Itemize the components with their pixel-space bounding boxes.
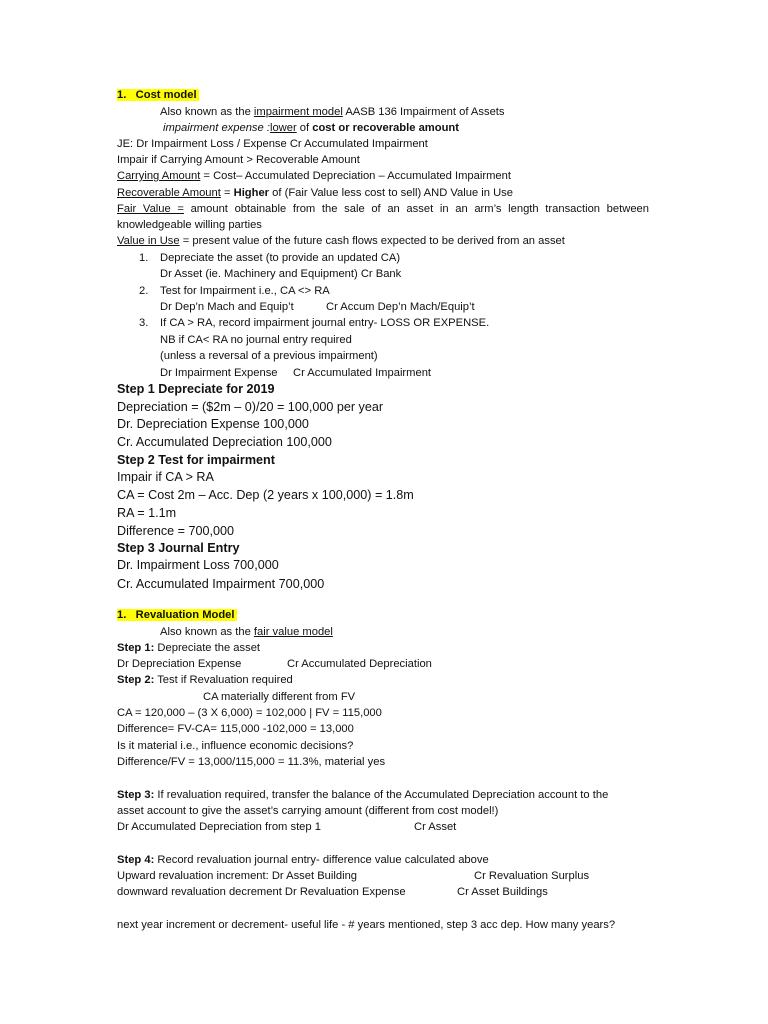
fair-value-def-cont: knowledgeable willing parties <box>117 219 262 231</box>
step-sub: (unless a reversal of a previous impairment) <box>160 350 378 362</box>
step-sub: Cr Accumulated Impairment <box>293 367 432 379</box>
step-sub: Dr Dep’n Mach and Equip’t <box>160 301 294 313</box>
example-line: RA = 1.1m <box>117 506 177 520</box>
example-line: Cr. Accumulated Depreciation 100,000 <box>117 435 332 449</box>
text: lower <box>269 122 297 134</box>
step-sub: Dr Impairment Expense <box>160 367 278 379</box>
text: Higher <box>233 187 270 199</box>
step-number: 3. <box>139 317 149 329</box>
value-in-use-def <box>117 234 565 248</box>
reval-step1-cr: Cr Accumulated Depreciation <box>287 658 432 670</box>
term: Value in Use <box>117 235 180 247</box>
step-text: Depreciate the asset (to provide an updated CA) <box>160 252 401 264</box>
carrying-amount-def <box>117 169 511 183</box>
cost-aka-line <box>160 105 505 119</box>
step-label: Step 4: <box>117 854 155 866</box>
example-line: Dr. Impairment Loss 700,000 <box>117 558 279 572</box>
example-step3-heading: Step 3 Journal Entry <box>117 541 240 555</box>
reval-step3-dr: Dr Accumulated Depreciation from step 1 <box>117 821 321 833</box>
step-text: Record revaluation journal entry- difference value calculated above <box>154 854 489 866</box>
heading-number: 1. <box>117 609 127 621</box>
reval-step4-down-cr: Cr Asset Buildings <box>457 886 548 898</box>
recoverable-amount-def <box>117 186 513 200</box>
step-sub: Dr Asset (ie. Machinery and Equipment) Cr Bank <box>160 268 402 280</box>
definition: = present value of the future cash flows expected to be derived from an asset <box>179 235 565 247</box>
impairment-model-term: impairment model <box>253 106 343 118</box>
next-year-note: next year increment or decrement- useful life - # years mentioned, step 3 acc dep. How many years? <box>117 919 616 931</box>
reval-step1 <box>117 641 260 655</box>
impair-if-line: Impair if Carrying Amount > Recoverable Amount <box>117 154 360 166</box>
reval-step2-ca: CA = 120,000 – (3 X 6,000) = 102,000 | FV = 115,000 <box>117 707 382 719</box>
example-line: Dr. Depreciation Expense 100,000 <box>117 417 309 431</box>
reval-step3 <box>117 788 608 802</box>
term: Recoverable Amount <box>117 187 221 199</box>
impairment-expense-line <box>163 121 459 135</box>
definition: of (Fair Value less cost to sell) AND Value in Use <box>269 187 513 199</box>
step-sub: Cr Accum Dep’n Mach/Equip’t <box>326 301 475 313</box>
example-line: Cr. Accumulated Impairment 700,000 <box>117 577 325 591</box>
step-text: If CA > RA, record impairment journal entry- LOSS OR EXPENSE. <box>160 317 490 329</box>
step-label: Step 1: <box>117 642 155 654</box>
reval-step3-cr: Cr Asset <box>414 821 457 833</box>
text: = <box>220 187 234 199</box>
term: Carrying Amount <box>117 170 201 182</box>
step-text: Test for Impairment i.e., CA <> RA <box>160 285 330 297</box>
term: Fair Value = <box>117 203 184 215</box>
reval-step2-sub: CA materially different from FV <box>203 691 356 703</box>
step-text: Test if Revaluation required <box>154 674 293 686</box>
step-text: If revaluation required, transfer the balance of the Accumulated Depreciation account to the <box>154 789 609 801</box>
example-step2-heading: Step 2 Test for impairment <box>117 453 275 467</box>
reval-step2-diff: Difference= FV-CA= 115,000 -102,000 = 13,000 <box>117 723 354 735</box>
reval-aka-line <box>160 625 333 639</box>
je-line: JE: Dr Impairment Loss / Expense Cr Accumulated Impairment <box>117 138 428 150</box>
text: of <box>296 122 313 134</box>
reval-step4-up-cr: Cr Revaluation Surplus <box>474 870 590 882</box>
heading-text: Revaluation Model <box>135 609 235 621</box>
example-line: Depreciation = ($2m – 0)/20 = 100,000 per year <box>117 400 384 414</box>
definition: amount obtainable from the sale of an asset in an arm’s length transaction between <box>183 203 649 215</box>
text: AASB 136 Impairment of Assets <box>342 106 505 118</box>
revaluation-model-heading <box>117 608 237 622</box>
text: Also known as the <box>160 626 254 638</box>
example-line: CA = Cost 2m – Acc. Dep (2 years x 100,000) = 1.8m <box>117 488 414 502</box>
fair-value-model-term: fair value model <box>253 626 333 638</box>
example-line: Difference = 700,000 <box>117 524 235 538</box>
fair-value-def <box>117 202 649 216</box>
reval-step2-material: Is it material i.e., influence economic decisions? <box>117 740 354 752</box>
text: impairment expense : <box>163 122 270 134</box>
reval-step4-up: Upward revaluation increment: Dr Asset Building <box>117 870 358 882</box>
step-number: 2. <box>139 285 149 297</box>
definition: = Cost– Accumulated Depreciation – Accumulated Impairment <box>200 170 511 182</box>
heading-number: 1. <box>117 89 127 101</box>
text: cost or recoverable amount <box>312 122 459 134</box>
text: Also known as the <box>160 106 254 118</box>
step-number: 1. <box>139 252 149 264</box>
step-text: Depreciate the asset <box>154 642 261 654</box>
step-label: Step 3: <box>117 789 155 801</box>
example-step1-heading: Step 1 Depreciate for 2019 <box>117 382 275 396</box>
reval-step4 <box>117 853 489 867</box>
reval-step2-ratio: Difference/FV = 13,000/115,000 = 11.3%, material yes <box>117 756 386 768</box>
heading-text: Cost model <box>135 89 197 101</box>
reval-step1-dr: Dr Depreciation Expense <box>117 658 242 670</box>
example-line: Impair if CA > RA <box>117 470 214 484</box>
reval-step2 <box>117 673 293 687</box>
step-sub: NB if CA< RA no journal entry required <box>160 334 352 346</box>
reval-step4-down: downward revaluation decrement Dr Revaluation Expense <box>117 886 406 898</box>
step-label: Step 2: <box>117 674 155 686</box>
cost-model-heading <box>117 88 199 102</box>
reval-step3-cont: asset account to give the asset’s carrying amount (different from cost model!) <box>117 805 499 817</box>
